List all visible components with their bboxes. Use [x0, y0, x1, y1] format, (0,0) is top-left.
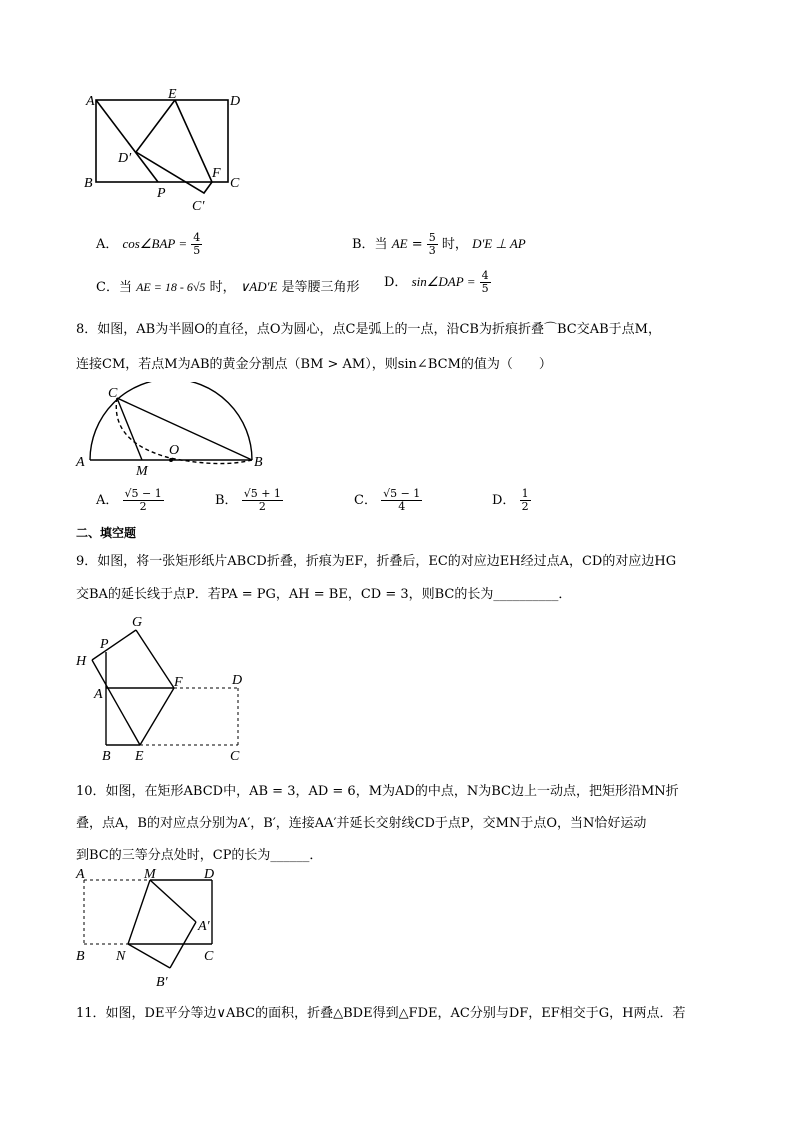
fig10-label-M: M [144, 867, 156, 882]
fig9-label-F: F [174, 675, 183, 690]
fig9-label-D: D [232, 673, 243, 688]
fraction: $\frac{5}{3}$ [428, 231, 436, 257]
fig10-label-C: C [204, 949, 214, 964]
fig7-label-B: B [84, 176, 93, 191]
q10-figure [72, 864, 232, 992]
q7-option-b: B．当 AE = $\frac{5}{3}$ 时， D′E ⊥ AP [352, 231, 526, 257]
fig10-label-Aprime: A′ [198, 919, 210, 934]
q8-text-line2: 连接CM，若点M为AB的黄金分割点（BM > AM），则sin∠BCM的值为（ ） [76, 357, 552, 372]
fig10-label-N: N [116, 949, 126, 964]
fig9-label-H: H [76, 654, 87, 669]
q7-option-a: A． cos∠BAP = $\frac{4}{5}$ [96, 231, 201, 257]
q8-text-line1: 8．如图，AB为半圆O的直径，点O为圆心，点C是弧上的一点，沿CB为折痕折叠⌒BC交AB于点M， [76, 322, 661, 337]
fig7-label-A: A [86, 94, 95, 109]
q11-text-line1: 11．如图，DE平分等边∨ABC的面积，折叠△BDE得到△FDE，AC分别与DF，EF相交于G，H两点．若 [76, 1006, 686, 1021]
q8-option-c: C． $\frac{√5 - 1}{4}$ [354, 487, 421, 513]
q8-option-b: B． $\frac{√5 + 1}{2}$ [215, 487, 281, 513]
q9-text-line1: 9．如图，将一张矩形纸片ABCD折叠，折痕为EF，折叠后，EC的对应边EH经过点A，CD的对应边HG [76, 554, 677, 569]
fraction: $\frac{√5 - 1}{4}$ [383, 487, 421, 513]
fraction: $\frac{1}{2}$ [521, 487, 529, 513]
q8-figure [70, 382, 275, 477]
fig7-label-Dprime: D′ [118, 151, 132, 166]
fraction: $\frac{4}{5}$ [481, 269, 489, 295]
fig9-label-B: B [102, 749, 111, 764]
fig8-label-C: C [108, 386, 118, 401]
fig8-label-M: M [136, 464, 148, 477]
fig9-label-P: P [100, 637, 109, 652]
q10-text-line3: 到BC的三等分点处时，CP的长为______． [76, 848, 323, 863]
q8-option-a: A． $\frac{√5 - 1}{2}$ [96, 487, 162, 513]
q10-text-line2: 叠，点A，B的对应点分别为A′，B′，连接AA′并延长交射线CD于点P，交MN于点O，当N恰好运动 [76, 816, 647, 831]
fig7-label-Cprime: C′ [192, 199, 205, 214]
fig8-label-B: B [254, 455, 263, 470]
fraction: $\frac{√5 - 1}{2}$ [124, 487, 162, 513]
q9-figure [72, 612, 252, 764]
fig7-label-E: E [168, 87, 177, 102]
fig8-label-A: A [76, 455, 85, 470]
fig9-label-G: G [132, 615, 143, 630]
fig9-label-A: A [94, 687, 103, 702]
q8-option-d: D． $\frac{1}{2}$ [492, 487, 529, 513]
fig7-label-D: D [230, 94, 241, 109]
fig10-label-A: A [76, 867, 85, 882]
fig7-label-C: C [230, 176, 240, 191]
fig10-label-B: B [76, 949, 85, 964]
fig10-label-D: D [204, 867, 215, 882]
q7-option-c: C．当 AE = 18 - 6√5 时， ∨AD′E 是等腰三角形 [96, 279, 360, 295]
fig9-label-C: C [230, 749, 240, 764]
fig8-label-O: O [169, 443, 180, 458]
q9-text-line2: 交BA的延长线于点P．若PA = PG，AH = BE，CD = 3，则BC的长为__________． [76, 587, 572, 602]
q7-option-d: D． sin∠DAP = $\frac{4}{5}$ [384, 269, 489, 295]
fig7-label-F: F [212, 166, 221, 181]
fig9-label-E: E [135, 749, 144, 764]
section-heading: 二、填空题 [76, 526, 137, 540]
q7-figure [80, 85, 255, 215]
fig7-label-P: P [157, 186, 166, 201]
fraction: $\frac{4}{5}$ [193, 231, 201, 257]
fraction: $\frac{√5 + 1}{2}$ [243, 487, 281, 513]
q10-text-line1: 10．如图，在矩形ABCD中，AB = 3，AD = 6，M为AD的中点，N为BC边上一动点，把矩形沿MN折 [76, 784, 679, 799]
fig10-label-Bprime: B′ [156, 975, 168, 990]
